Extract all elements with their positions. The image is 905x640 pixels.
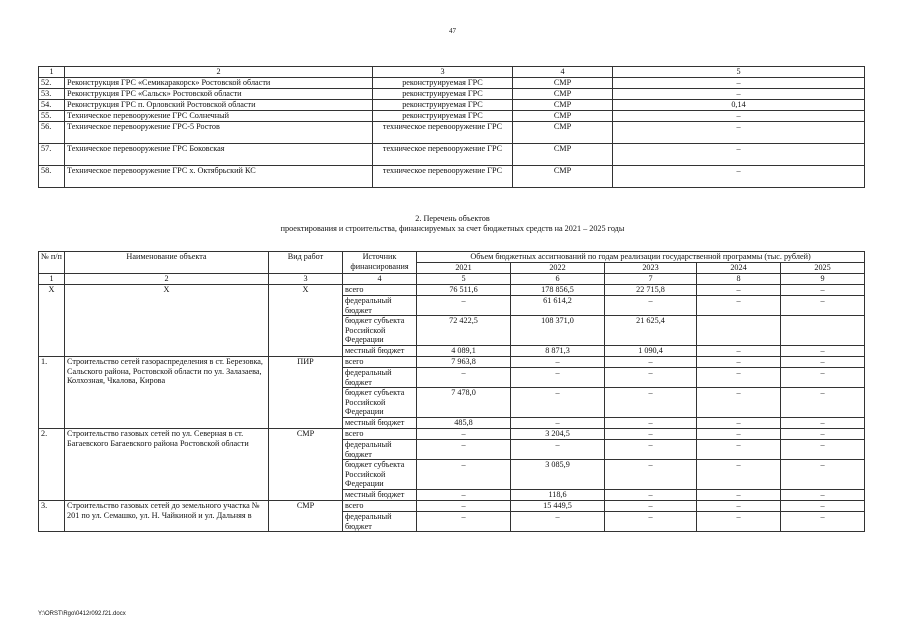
value-cell: 76 511,6 bbox=[417, 285, 511, 296]
value-cell bbox=[781, 316, 865, 346]
file-path-footer: Y:\ORST\Rgo\0412r092.f21.docx bbox=[38, 611, 126, 617]
value-cell: – bbox=[613, 89, 865, 100]
table2-numbering-row bbox=[39, 274, 865, 285]
value-cell: – bbox=[613, 122, 865, 144]
value-cell: – bbox=[697, 356, 781, 367]
objects-table-continued bbox=[38, 66, 865, 188]
object-name: Техническое перевооружение ГРС Солнечный bbox=[65, 111, 373, 122]
value-cell: – bbox=[417, 296, 511, 316]
header-cell: 1 bbox=[39, 67, 65, 78]
object-type: техническое перевооружение ГРС bbox=[373, 166, 513, 188]
value-cell: – bbox=[511, 367, 605, 387]
section-title-line2: проектирования и строительства, финансируемых за счет бюджетных средств на 2021 – 2025 годы bbox=[280, 224, 625, 233]
value-cell: 3 085,9 bbox=[511, 460, 605, 490]
work-type: СМР bbox=[513, 100, 613, 111]
work-type: СМР bbox=[513, 122, 613, 144]
value-cell: – bbox=[781, 489, 865, 500]
row-number: 2. bbox=[39, 428, 65, 500]
work-type: СМР bbox=[513, 89, 613, 100]
header-cell: 2 bbox=[65, 67, 373, 78]
value-cell: – bbox=[605, 296, 697, 316]
page-number: 47 bbox=[449, 27, 456, 35]
table-row bbox=[39, 356, 865, 367]
value-cell: – bbox=[697, 489, 781, 500]
work-type: СМР bbox=[513, 144, 613, 166]
header-source: Источник финансирования bbox=[343, 252, 417, 274]
table2-header-row bbox=[39, 252, 865, 263]
col-number: 9 bbox=[781, 274, 865, 285]
funding-source: всего bbox=[343, 428, 417, 439]
value-cell: – bbox=[605, 511, 697, 531]
header-num: № п/п bbox=[39, 252, 65, 274]
section-title-line1: 2. Перечень объектов bbox=[415, 214, 490, 223]
value-cell: – bbox=[697, 500, 781, 511]
row-number: 1. bbox=[39, 356, 65, 428]
value-cell: – bbox=[613, 144, 865, 166]
object-type: реконструируемая ГРС bbox=[373, 100, 513, 111]
value-cell: – bbox=[697, 428, 781, 439]
table-row bbox=[39, 78, 865, 89]
object-name: Техническое перевооружение ГРС-5 Ростов bbox=[65, 122, 373, 144]
value-cell: – bbox=[781, 417, 865, 428]
row-number: 3. bbox=[39, 500, 65, 531]
value-cell: – bbox=[781, 296, 865, 316]
col-number: 8 bbox=[697, 274, 781, 285]
value-cell: – bbox=[605, 460, 697, 490]
funding-source: всего bbox=[343, 356, 417, 367]
value-cell: – bbox=[781, 439, 865, 459]
object-type: реконструируемая ГРС bbox=[373, 111, 513, 122]
value-cell: – bbox=[781, 428, 865, 439]
value-cell: – bbox=[697, 285, 781, 296]
value-cell: – bbox=[697, 388, 781, 418]
object-type: техническое перевооружение ГРС bbox=[373, 122, 513, 144]
value-cell: – bbox=[781, 388, 865, 418]
value-cell: – bbox=[697, 296, 781, 316]
value-cell: – bbox=[781, 345, 865, 356]
row-number: 53. bbox=[39, 89, 65, 100]
header-volume: Объем бюджетных ассигнований по годам реализации государственной программы (тыс. рублей) bbox=[417, 252, 865, 263]
value-cell: – bbox=[511, 356, 605, 367]
value-cell bbox=[697, 316, 781, 346]
row-number: 57. bbox=[39, 144, 65, 166]
work-type: СМР bbox=[513, 78, 613, 89]
header-cell: 4 bbox=[513, 67, 613, 78]
header-work: Вид работ bbox=[269, 252, 343, 274]
section-title bbox=[0, 214, 905, 234]
value-cell: 22 715,8 bbox=[605, 285, 697, 296]
funding-source: федеральный бюджет bbox=[343, 296, 417, 316]
value-cell: – bbox=[781, 367, 865, 387]
value-cell: – bbox=[605, 388, 697, 418]
value-cell: – bbox=[613, 111, 865, 122]
table-row bbox=[39, 500, 865, 511]
funding-source: федеральный бюджет bbox=[343, 367, 417, 387]
col-number: 7 bbox=[605, 274, 697, 285]
col-number: 3 bbox=[269, 274, 343, 285]
row-number: Х bbox=[39, 285, 65, 357]
table-row bbox=[39, 428, 865, 439]
row-number: 52. bbox=[39, 78, 65, 89]
header-year: 2025 bbox=[781, 263, 865, 274]
work-type: СМР bbox=[269, 500, 343, 531]
table-row bbox=[39, 89, 865, 100]
row-number: 58. bbox=[39, 166, 65, 188]
value-cell: – bbox=[417, 439, 511, 459]
funding-source: бюджет субъекта Российской Федерации bbox=[343, 316, 417, 346]
value-cell: – bbox=[781, 500, 865, 511]
value-cell: – bbox=[605, 428, 697, 439]
funding-source: местный бюджет bbox=[343, 417, 417, 428]
row-number: 54. bbox=[39, 100, 65, 111]
col-number: 4 bbox=[343, 274, 417, 285]
value-cell: – bbox=[697, 367, 781, 387]
header-cell: 3 bbox=[373, 67, 513, 78]
value-cell: – bbox=[605, 367, 697, 387]
value-cell: – bbox=[781, 460, 865, 490]
col-number: 6 bbox=[511, 274, 605, 285]
table-row bbox=[39, 100, 865, 111]
value-cell: – bbox=[417, 511, 511, 531]
value-cell: 0,14 bbox=[613, 100, 865, 111]
value-cell: – bbox=[511, 417, 605, 428]
value-cell: – bbox=[605, 500, 697, 511]
object-name: Строительство сетей газораспределения в ст. Березовка, Сальского района, Ростовской области по ул. Залазаева, Колхозная, Чкалова, Кирова bbox=[65, 356, 269, 428]
value-cell: – bbox=[511, 439, 605, 459]
object-name: Х bbox=[65, 285, 269, 357]
value-cell: – bbox=[417, 489, 511, 500]
value-cell: – bbox=[417, 500, 511, 511]
value-cell: 7 478,0 bbox=[417, 388, 511, 418]
value-cell: – bbox=[781, 285, 865, 296]
object-type: реконструируемая ГРС bbox=[373, 78, 513, 89]
value-cell: – bbox=[613, 78, 865, 89]
value-cell: 4 089,1 bbox=[417, 345, 511, 356]
work-type: Х bbox=[269, 285, 343, 357]
value-cell: – bbox=[781, 511, 865, 531]
value-cell: – bbox=[697, 417, 781, 428]
value-cell: – bbox=[417, 460, 511, 490]
value-cell: – bbox=[605, 489, 697, 500]
col-number: 2 bbox=[65, 274, 269, 285]
value-cell: – bbox=[613, 166, 865, 188]
value-cell: – bbox=[417, 428, 511, 439]
header-year: 2024 bbox=[697, 263, 781, 274]
col-number: 1 bbox=[39, 274, 65, 285]
work-type: СМР bbox=[513, 111, 613, 122]
col-number: 5 bbox=[417, 274, 511, 285]
funding-source: местный бюджет bbox=[343, 345, 417, 356]
object-name: Строительство газовых сетей до земельного участка № 201 по ул. Семашко, ул. Н. Чайкиной и ул. Дальняя в bbox=[65, 500, 269, 531]
value-cell: – bbox=[605, 356, 697, 367]
value-cell: – bbox=[511, 511, 605, 531]
value-cell: 118,6 bbox=[511, 489, 605, 500]
value-cell: – bbox=[697, 460, 781, 490]
value-cell: 8 871,3 bbox=[511, 345, 605, 356]
header-year: 2022 bbox=[511, 263, 605, 274]
value-cell: 1 090,4 bbox=[605, 345, 697, 356]
table-row bbox=[39, 122, 865, 144]
object-name: Реконструкция ГРС «Семикаракорск» Ростовской области bbox=[65, 78, 373, 89]
table-row bbox=[39, 285, 865, 296]
object-name: Техническое перевооружение ГРС х. Октябрьский КС bbox=[65, 166, 373, 188]
value-cell: – bbox=[511, 388, 605, 418]
value-cell: 485,8 bbox=[417, 417, 511, 428]
work-type: ПИР bbox=[269, 356, 343, 428]
funding-source: федеральный бюджет bbox=[343, 439, 417, 459]
funding-source: бюджет субъекта Российской Федерации bbox=[343, 388, 417, 418]
header-year: 2023 bbox=[605, 263, 697, 274]
value-cell: – bbox=[697, 511, 781, 531]
object-type: техническое перевооружение ГРС bbox=[373, 144, 513, 166]
value-cell: 108 371,0 bbox=[511, 316, 605, 346]
row-number: 56. bbox=[39, 122, 65, 144]
object-name: Строительство газовых сетей по ул. Северная в ст. Багаевского Багаевского района Ростовской области bbox=[65, 428, 269, 500]
value-cell: – bbox=[605, 417, 697, 428]
value-cell: 3 204,5 bbox=[511, 428, 605, 439]
value-cell: 21 625,4 bbox=[605, 316, 697, 346]
value-cell: 15 449,5 bbox=[511, 500, 605, 511]
value-cell: 7 963,8 bbox=[417, 356, 511, 367]
table1-header-row bbox=[39, 67, 865, 78]
funding-source: всего bbox=[343, 500, 417, 511]
object-name: Техническое перевооружение ГРС Боковская bbox=[65, 144, 373, 166]
funding-source: всего bbox=[343, 285, 417, 296]
funding-source: бюджет субъекта Российской Федерации bbox=[343, 460, 417, 490]
header-name: Наименование объекта bbox=[65, 252, 269, 274]
object-type: реконструируемая ГРС bbox=[373, 89, 513, 100]
value-cell: – bbox=[697, 345, 781, 356]
object-name: Реконструкция ГРС п. Орловский Ростовской области bbox=[65, 100, 373, 111]
header-cell: 5 bbox=[613, 67, 865, 78]
table-row bbox=[39, 111, 865, 122]
budget-objects-table bbox=[38, 251, 865, 532]
header-year: 2021 bbox=[417, 263, 511, 274]
value-cell: – bbox=[781, 356, 865, 367]
value-cell: 61 614,2 bbox=[511, 296, 605, 316]
value-cell: – bbox=[697, 439, 781, 459]
object-name: Реконструкция ГРС «Сальск» Ростовской области bbox=[65, 89, 373, 100]
value-cell: – bbox=[417, 367, 511, 387]
work-type: СМР bbox=[269, 428, 343, 500]
value-cell: 72 422,5 bbox=[417, 316, 511, 346]
value-cell: – bbox=[605, 439, 697, 459]
table-row bbox=[39, 166, 865, 188]
table-row bbox=[39, 144, 865, 166]
funding-source: федеральный бюджет bbox=[343, 511, 417, 531]
value-cell: 178 856,5 bbox=[511, 285, 605, 296]
work-type: СМР bbox=[513, 166, 613, 188]
row-number: 55. bbox=[39, 111, 65, 122]
funding-source: местный бюджет bbox=[343, 489, 417, 500]
